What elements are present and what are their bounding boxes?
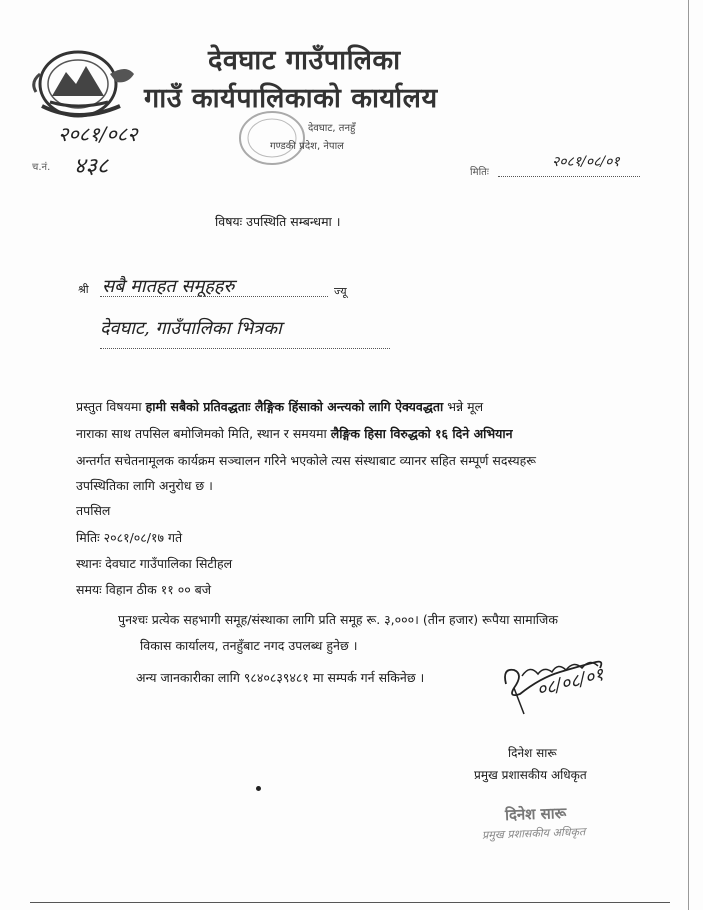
ink-dot bbox=[256, 786, 261, 791]
date-value-handwritten: २०८१/०८/०१ bbox=[552, 154, 620, 170]
body-line2 bbox=[76, 420, 513, 447]
name-stamp: दिनेश सारू bbox=[504, 803, 567, 825]
chalani-number-handwritten: ४३८ bbox=[74, 154, 109, 179]
body-line2-pre: नाराका साथ तपसिल बमोजिमको मिति, स्थान र समयमा bbox=[76, 426, 331, 441]
tapsil-time: समयः विहान ठीक ११ ०० बजे bbox=[76, 582, 212, 597]
recipient-suffix: ज्यू bbox=[334, 285, 347, 298]
recipient-prefix: श्री bbox=[78, 283, 89, 296]
recipient-address-handwritten: देवघाट, गाउँपालिका भित्रका bbox=[100, 318, 282, 339]
office-title-line2: गाउँ कार्यपालिकाको कार्यालय bbox=[144, 83, 438, 114]
signatory-designation: प्रमुख प्रशासकीय अधिकृत bbox=[474, 768, 587, 782]
date-label: मितिः bbox=[470, 167, 489, 178]
address-line1: देवघाट, तनहुँ bbox=[308, 123, 356, 134]
tapsil-place: स्थानः देवघाट गाउँपालिका सिटीहल bbox=[76, 556, 233, 571]
recipient-dotted-line bbox=[100, 296, 328, 297]
date-dotted-line bbox=[498, 176, 640, 177]
patra-sankhya-handwritten: २०८१/०८२ bbox=[58, 122, 138, 146]
tapsil-heading: तपसिल bbox=[76, 503, 111, 518]
postscript-line1: पुनश्चः प्रत्येक सहभागी समूह/संस्थाका लागि प्रति समूह रू. ३,०००। (तीन हजार) रूपैया सामाजिक bbox=[118, 612, 558, 627]
office-title-line1: देवघाट गाउँपालिका bbox=[208, 45, 401, 76]
body-line1 bbox=[76, 393, 483, 420]
body-line4: उपस्थितिका लागि अनुरोध छ । bbox=[76, 478, 213, 493]
postscript-line2: विकास कार्यालय, तनहुँबाट नगद उपलब्ध हुनेछ । bbox=[140, 638, 358, 653]
subject-line: विषयः उपस्थिति सम्बन्धमा । bbox=[215, 214, 341, 229]
signature-date-handwritten: ०८/०८/०१ bbox=[534, 664, 606, 701]
body-line1-post: भन्ने मूल bbox=[443, 399, 484, 414]
nepal-emblem-logo bbox=[30, 44, 140, 126]
page-edge-line bbox=[688, 0, 689, 910]
postscript-line3: अन्य जानकारीका लागि ९८४०८३९४८१ मा सम्पर्क गर्न सकिनेछ । bbox=[136, 670, 425, 685]
chalani-label: च.नं. bbox=[32, 162, 51, 173]
recipient-address-dotted-line bbox=[100, 348, 390, 349]
footer-rule bbox=[30, 902, 670, 903]
signatory-name: दिनेश सारू bbox=[508, 746, 557, 760]
tapsil-date: मितिः २०८१/०८/१७ गते bbox=[76, 530, 183, 545]
body-line1-pre: प्रस्तुत विषयमा bbox=[76, 399, 146, 414]
body-line1-bold: हामी सबैको प्रतिवद्धताः लैङ्गिक हिंसाको अन्त्यको लागि ऐक्यवद्धता bbox=[145, 399, 444, 414]
address-line2: गण्डकी प्रदेश, नेपाल bbox=[270, 141, 344, 152]
body-line2-bold: लैङ्गिक हिसा विरुद्धको १६ दिने अभियान bbox=[330, 426, 513, 441]
body-line3: अन्तर्गत सचेतनामूलक कार्यक्रम सञ्चालन गरिने भएकोले त्यस संस्थाबाट व्यानर सहित सम्पूर्ण सदस्यहरू bbox=[76, 453, 536, 468]
recipient-name-handwritten: सबै मातहत समूहहरु bbox=[102, 276, 235, 297]
designation-stamp: प्रमुख प्रशासकीय अधिकृत bbox=[481, 825, 586, 842]
